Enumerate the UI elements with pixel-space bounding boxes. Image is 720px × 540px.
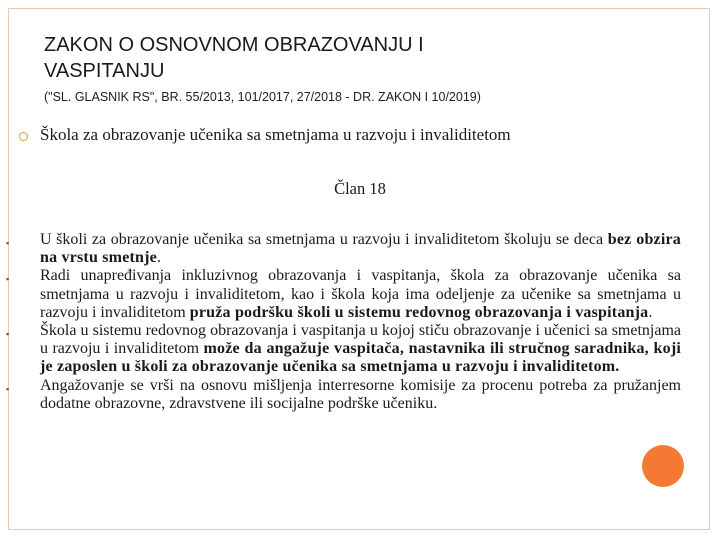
list-item bbox=[6, 267, 681, 322]
ring-bullet-icon bbox=[19, 132, 28, 141]
law-citation: ("SL. GLASNIK RS", BR. 55/2013, 101/2017, 27/2018 - DR. ZAKON I 10/2019) bbox=[44, 90, 481, 104]
bullet-text: U školi za obrazovanje učenika sa smetnjama u razvoju i invaliditetom školuju se deca bbox=[40, 231, 608, 248]
bullet-text-end: . bbox=[156, 249, 161, 267]
bullet-bold-text: bez obzira na vrstu smetnje bbox=[40, 231, 681, 267]
bullet-dot-icon: ▪ bbox=[6, 238, 10, 248]
bullet-dot-icon: ▪ bbox=[6, 383, 10, 394]
orange-circle-decoration bbox=[642, 445, 684, 487]
bullet-text: Radi unapređivanja inkluzivnog obrazovanja i vaspitanja, škola za obrazovanje učenika sa smetnjama u razvoju i invaliditetom, kao i škola koja ima odeljenje za učenike sa smetnjama u razvoju i invaliditetom bbox=[40, 267, 681, 321]
bullet-dot-icon: ▪ bbox=[6, 274, 10, 285]
bullet-bold-text: može da angažuje vaspitača, nastavnika ili stručnog saradnika, koji je zaposlen u školi za obrazovanje učenika sa smetnjama u razvoju i invaliditetom. bbox=[40, 340, 681, 376]
section-lead: Škola za obrazovanje učenika sa smetnjama u razvoju i invaliditetom bbox=[40, 125, 511, 144]
bullet-bold-text: pruža podršku školi u sistemu redovnog obrazovanja i vaspitanja bbox=[189, 303, 649, 321]
article-bullets bbox=[6, 231, 681, 413]
bullet-text: Angažovanje se vrši na osnovu mišljenja interresorne komisije za procenu potreba za pružanjem dodatne obrazovne, zdravstvene ili socijalne podrške učeniku. bbox=[40, 376, 681, 412]
list-item bbox=[6, 376, 681, 413]
title-block bbox=[44, 32, 644, 104]
page-title: ZAKON O OSNOVNOM OBRAZOVANJU I VASPITANJU bbox=[44, 34, 424, 82]
bullet-text-end: . bbox=[648, 303, 653, 321]
article-heading: Član 18 bbox=[334, 179, 386, 198]
list-item bbox=[6, 322, 681, 377]
bullet-text: Škola u sistemu redovnog obrazovanja i vaspitanja u kojoj stiču obrazovanje i učenici sa smetnjama u razvoju i invaliditetom bbox=[40, 322, 681, 358]
bullet-dot-icon: ▪ bbox=[6, 329, 10, 340]
list-item bbox=[6, 231, 681, 267]
